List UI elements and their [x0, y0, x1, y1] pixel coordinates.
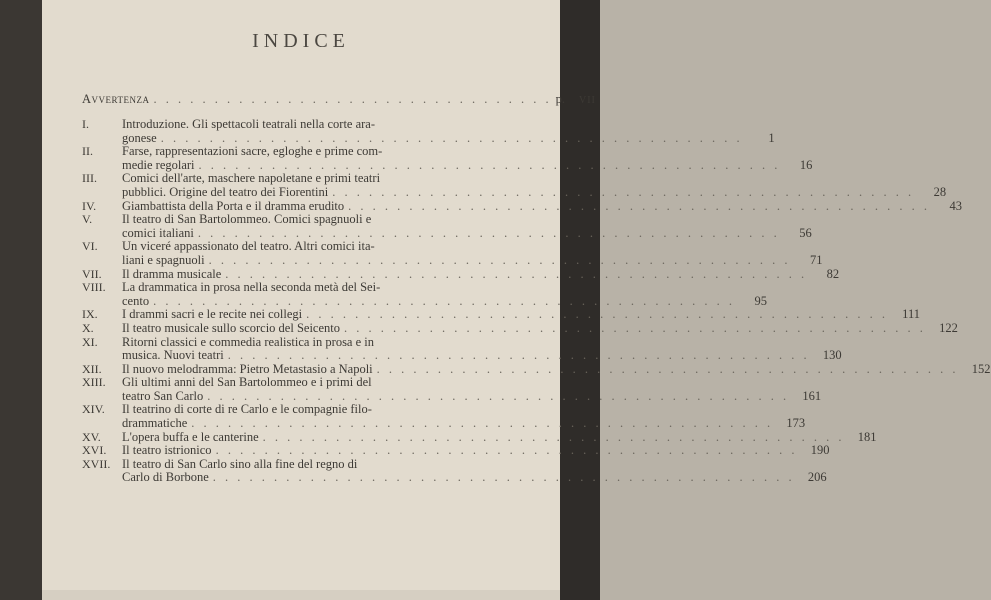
- chapter-title: [122, 458, 799, 485]
- dot-leader: . . . . . . . . . . . . . . . . . . . . . . . . . . . . . . . . . . . . . . . . . . . . . . . .: [191, 416, 774, 431]
- front-matter-label: Avvertenza: [82, 92, 150, 106]
- chapter-page-number: 56: [799, 225, 812, 240]
- chapter-number: IV.: [82, 198, 97, 213]
- chapter-title-line: comici italiani: [122, 225, 194, 240]
- chapter-title: [122, 363, 963, 377]
- toc-entry: [82, 456, 827, 485]
- chapter-title-line: Il teatro musicale sullo scorcio del Seicento: [122, 320, 340, 335]
- chapter-title: [122, 200, 934, 214]
- chapter-page-number: 43: [949, 198, 963, 213]
- chapter-number: II.: [82, 144, 93, 159]
- chapter-title-line: Gli ultimi anni del San Bartolommeo e i primi del: [122, 375, 372, 390]
- chapter-page-number: 161: [802, 388, 822, 403]
- dot-leader: . . . . . . . . . . . . . . . . . . . . . . . . . . . . . . . . . . . . . . . . . . . . . . . .: [225, 266, 808, 281]
- chapter-title-line: liani e spagnuoli: [122, 252, 205, 267]
- chapter-page-number: 152: [971, 361, 991, 376]
- chapter-page-number: 190: [810, 443, 830, 458]
- dot-leader: . . . . . . . . . . . . . . . . . . . . . . . . . . . . . . . . .: [153, 92, 552, 106]
- book-spine-edge: [0, 0, 42, 600]
- chapter-title-line: Il teatro di San Carlo sino alla fine del regno di: [122, 456, 358, 471]
- toc-entry: [82, 117, 775, 145]
- chapter-title-line: Il nuovo melodramma: Pietro Metastasio a Napoli: [122, 361, 373, 376]
- chapter-number: XVI.: [82, 443, 107, 458]
- chapter-title: [122, 172, 918, 199]
- chapter-page-number: 111: [902, 307, 920, 322]
- chapter-title-line: Giambattista della Porta e il dramma erudito: [122, 198, 345, 213]
- toc-entry: [82, 320, 958, 336]
- toc-entry: [82, 402, 806, 431]
- book-page: [42, 0, 991, 600]
- chapter-title-line: cento: [122, 293, 150, 308]
- chapter-title: [122, 403, 777, 430]
- chapter-title: [122, 268, 811, 282]
- dot-leader: . . . . . . . . . . . . . . . . . . . . . . . . . . . . . . . . . . . . . . . . . . . . . . . .: [215, 443, 798, 458]
- dot-leader: . . . . . . . . . . . . . . . . . . . . . . . . . . . . . . . . . . . . . . . . . . . . . . . .: [212, 470, 795, 485]
- toc-entry: [82, 171, 947, 199]
- chapter-title: [122, 240, 795, 267]
- chapter-title-line: drammatiche: [122, 416, 188, 431]
- toc-entry: [82, 443, 830, 458]
- chapter-page-number: 1: [768, 130, 775, 145]
- chapter-title-line: Ritorni classici e commedia realistica in prosa e in: [122, 334, 375, 349]
- dot-leader: . . . . . . . . . . . . . . . . . . . . . . . . . . . . . . . . . . . . . . . . . . . . . . . .: [153, 293, 735, 308]
- dot-leader: . . . . . . . . . . . . . . . . . . . . . . . . . . . . . . . . . . . . . . . . . . . . . . . .: [197, 225, 780, 240]
- page-prefix: p.: [555, 92, 565, 106]
- chapter-title-line: La drammatica in prosa nella seconda metà del Sei-: [122, 280, 381, 295]
- chapter-title-line: Comici dell'arte, maschere napoletane e primi teatri: [122, 171, 381, 186]
- chapter-title-line: Il dramma musicale: [122, 266, 222, 281]
- chapter-title-line: Introduzione. Gli spettacoli teatrali nella corte ara-: [122, 117, 376, 131]
- toc-entry: [82, 361, 991, 377]
- chapter-title: [122, 444, 801, 458]
- chapter-title: [122, 145, 784, 172]
- front-matter-entry: [82, 92, 596, 107]
- dot-leader: . . . . . . . . . . . . . . . . . . . . . . . . . . . . . . . . . . . . . . . . . . . . . . . .: [344, 320, 926, 335]
- chapter-number: XIII.: [82, 375, 106, 390]
- chapter-page-number: 206: [807, 470, 827, 485]
- chapter-title-line: teatro San Carlo: [122, 388, 204, 403]
- table-of-contents: [82, 117, 991, 485]
- chapter-page-number: 16: [799, 157, 813, 172]
- dot-leader: . . . . . . . . . . . . . . . . . . . . . . . . . . . . . . . . . . . . . . . . . . . . . . . .: [348, 198, 931, 213]
- chapter-title-line: musica. Nuovi teatri: [122, 348, 224, 363]
- dot-leader: . . . . . . . . . . . . . . . . . . . . . . . . . . . . . . . . . . . . . . . . . . . . . . . .: [208, 252, 791, 267]
- chapter-title: [122, 213, 784, 240]
- toc-entry: [82, 280, 767, 308]
- toc-entry: [82, 429, 877, 445]
- chapter-title: [122, 118, 747, 145]
- dot-leader: . . . . . . . . . . . . . . . . . . . . . . . . . . . . . . . . . . . . . . . . . . . . . . . .: [332, 184, 915, 199]
- chapter-number: XVII.: [82, 456, 111, 471]
- chapter-number: I.: [82, 117, 89, 131]
- chapter-page-number: 130: [822, 348, 842, 363]
- chapter-number: VII.: [82, 266, 102, 281]
- chapter-number: X.: [82, 320, 94, 335]
- chapter-page-number: 181: [857, 429, 877, 444]
- front-matter-page: VII: [578, 95, 596, 106]
- chapter-title: [122, 376, 793, 403]
- chapter-title-line: Il teatro istrionico: [122, 443, 212, 458]
- toc-entry: [82, 266, 840, 282]
- chapter-title: [122, 281, 739, 308]
- dot-leader: . . . . . . . . . . . . . . . . . . . . . . . . . . . . . . . . . . . . . . . . . . . . . . . .: [262, 429, 845, 444]
- toc-entry: [82, 307, 920, 322]
- chapter-title: [122, 308, 892, 322]
- chapter-number: III.: [82, 171, 97, 186]
- chapter-page-number: 122: [939, 320, 958, 335]
- chapter-title-line: Carlo di Borbone: [122, 470, 209, 485]
- chapter-number: VI.: [82, 239, 98, 254]
- chapter-page-number: 28: [933, 184, 947, 199]
- dot-leader: . . . . . . . . . . . . . . . . . . . . . . . . . . . . . . . . . . . . . . . . . . . . . . . .: [376, 361, 959, 376]
- chapter-page-number: 95: [754, 293, 767, 308]
- chapter-title-line: Farse, rappresentazioni sacre, egloghe e prime com-: [122, 144, 383, 159]
- chapter-title: [122, 431, 849, 445]
- page-title: INDICE: [252, 30, 350, 52]
- toc-entry: [82, 198, 963, 214]
- chapter-title-line: medie regolari: [122, 157, 195, 172]
- chapter-page-number: 82: [826, 266, 840, 281]
- dot-leader: . . . . . . . . . . . . . . . . . . . . . . . . . . . . . . . . . . . . . . . . . . . . . . . .: [227, 348, 810, 363]
- dot-leader: . . . . . . . . . . . . . . . . . . . . . . . . . . . . . . . . . . . . . . . . . . . . . . . .: [207, 388, 790, 403]
- chapter-title-line: I drammi sacri e le recite nei collegi: [122, 307, 303, 322]
- chapter-number: XI.: [82, 334, 98, 349]
- toc-entry: [82, 144, 813, 172]
- chapter-title-line: pubblici. Origine del teatro dei Fiorentini: [122, 184, 329, 199]
- chapter-page-number: 173: [786, 416, 806, 431]
- toc-entry: [82, 334, 842, 363]
- chapter-number: VIII.: [82, 280, 106, 295]
- chapter-number: V.: [82, 212, 93, 227]
- toc-entry: [82, 375, 822, 403]
- toc-entry: [82, 212, 812, 240]
- chapter-title-line: Un viceré appassionato del teatro. Altri comici ita-: [122, 239, 375, 254]
- chapter-page-number: 71: [810, 252, 823, 267]
- dot-leader: . . . . . . . . . . . . . . . . . . . . . . . . . . . . . . . . . . . . . . . . . . . . . . . .: [198, 157, 781, 172]
- dot-leader: . . . . . . . . . . . . . . . . . . . . . . . . . . . . . . . . . . . . . . . . . . . . . . . .: [306, 307, 888, 322]
- toc-entry: [82, 239, 823, 267]
- chapter-title-line: Il teatro di San Bartolommeo. Comici spagnuoli e: [122, 212, 372, 227]
- chapter-number: XIV.: [82, 402, 105, 417]
- dot-leader: . . . . . . . . . . . . . . . . . . . . . . . . . . . . . . . . . . . . . . . . . . . . . . . .: [160, 130, 743, 145]
- chapter-number: XII.: [82, 361, 102, 376]
- chapter-title-line: L'opera buffa e le canterine: [122, 429, 259, 444]
- chapter-number: IX.: [82, 307, 98, 322]
- chapter-number: XV.: [82, 429, 101, 444]
- chapter-title-line: gonese: [122, 130, 157, 145]
- chapter-title-line: Il teatrino di corte di re Carlo e le compagnie filo-: [122, 402, 372, 417]
- chapter-title: [122, 336, 814, 363]
- chapter-title: [122, 322, 930, 336]
